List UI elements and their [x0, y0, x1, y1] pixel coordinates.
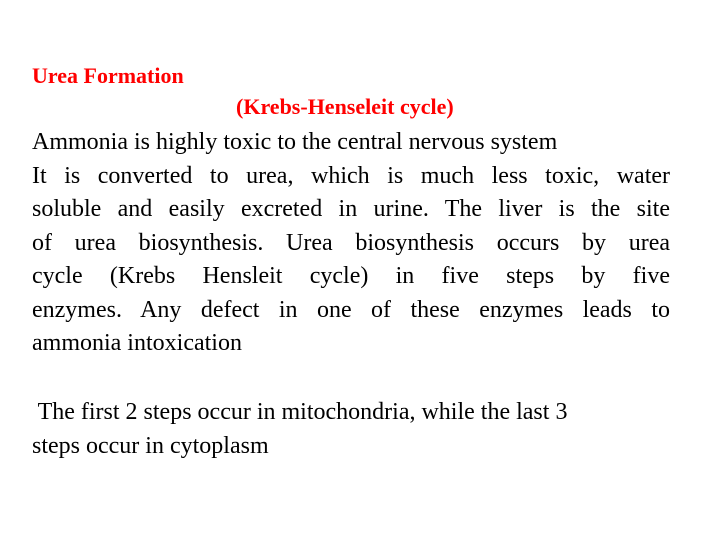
- body-line: It is converted to urea, which is much less toxic, water: [32, 162, 670, 189]
- body-line: steps occur in cytoplasm: [32, 432, 269, 459]
- body-paragraph-main: [32, 126, 670, 361]
- body-paragraph-steps: [32, 396, 670, 463]
- body-line: soluble and easily excreted in urine. The liver is the site: [32, 196, 670, 222]
- body-line: The first 2 steps occur in mitochondria, while the last 3: [32, 399, 568, 425]
- body-line: Ammonia is highly toxic to the central nervous system: [32, 129, 558, 155]
- slide-subtitle: (Krebs-Henseleit cycle): [236, 94, 454, 119]
- body-line: enzymes. Any defect in one of these enzymes leads to: [32, 296, 670, 323]
- body-line: cycle (Krebs Hensleit cycle) in five steps by five: [32, 263, 670, 289]
- body-line: of urea biosynthesis. Urea biosynthesis occurs by urea: [32, 229, 670, 256]
- body-line: ammonia intoxication: [32, 330, 242, 356]
- slide-title: Urea Formation: [32, 63, 184, 88]
